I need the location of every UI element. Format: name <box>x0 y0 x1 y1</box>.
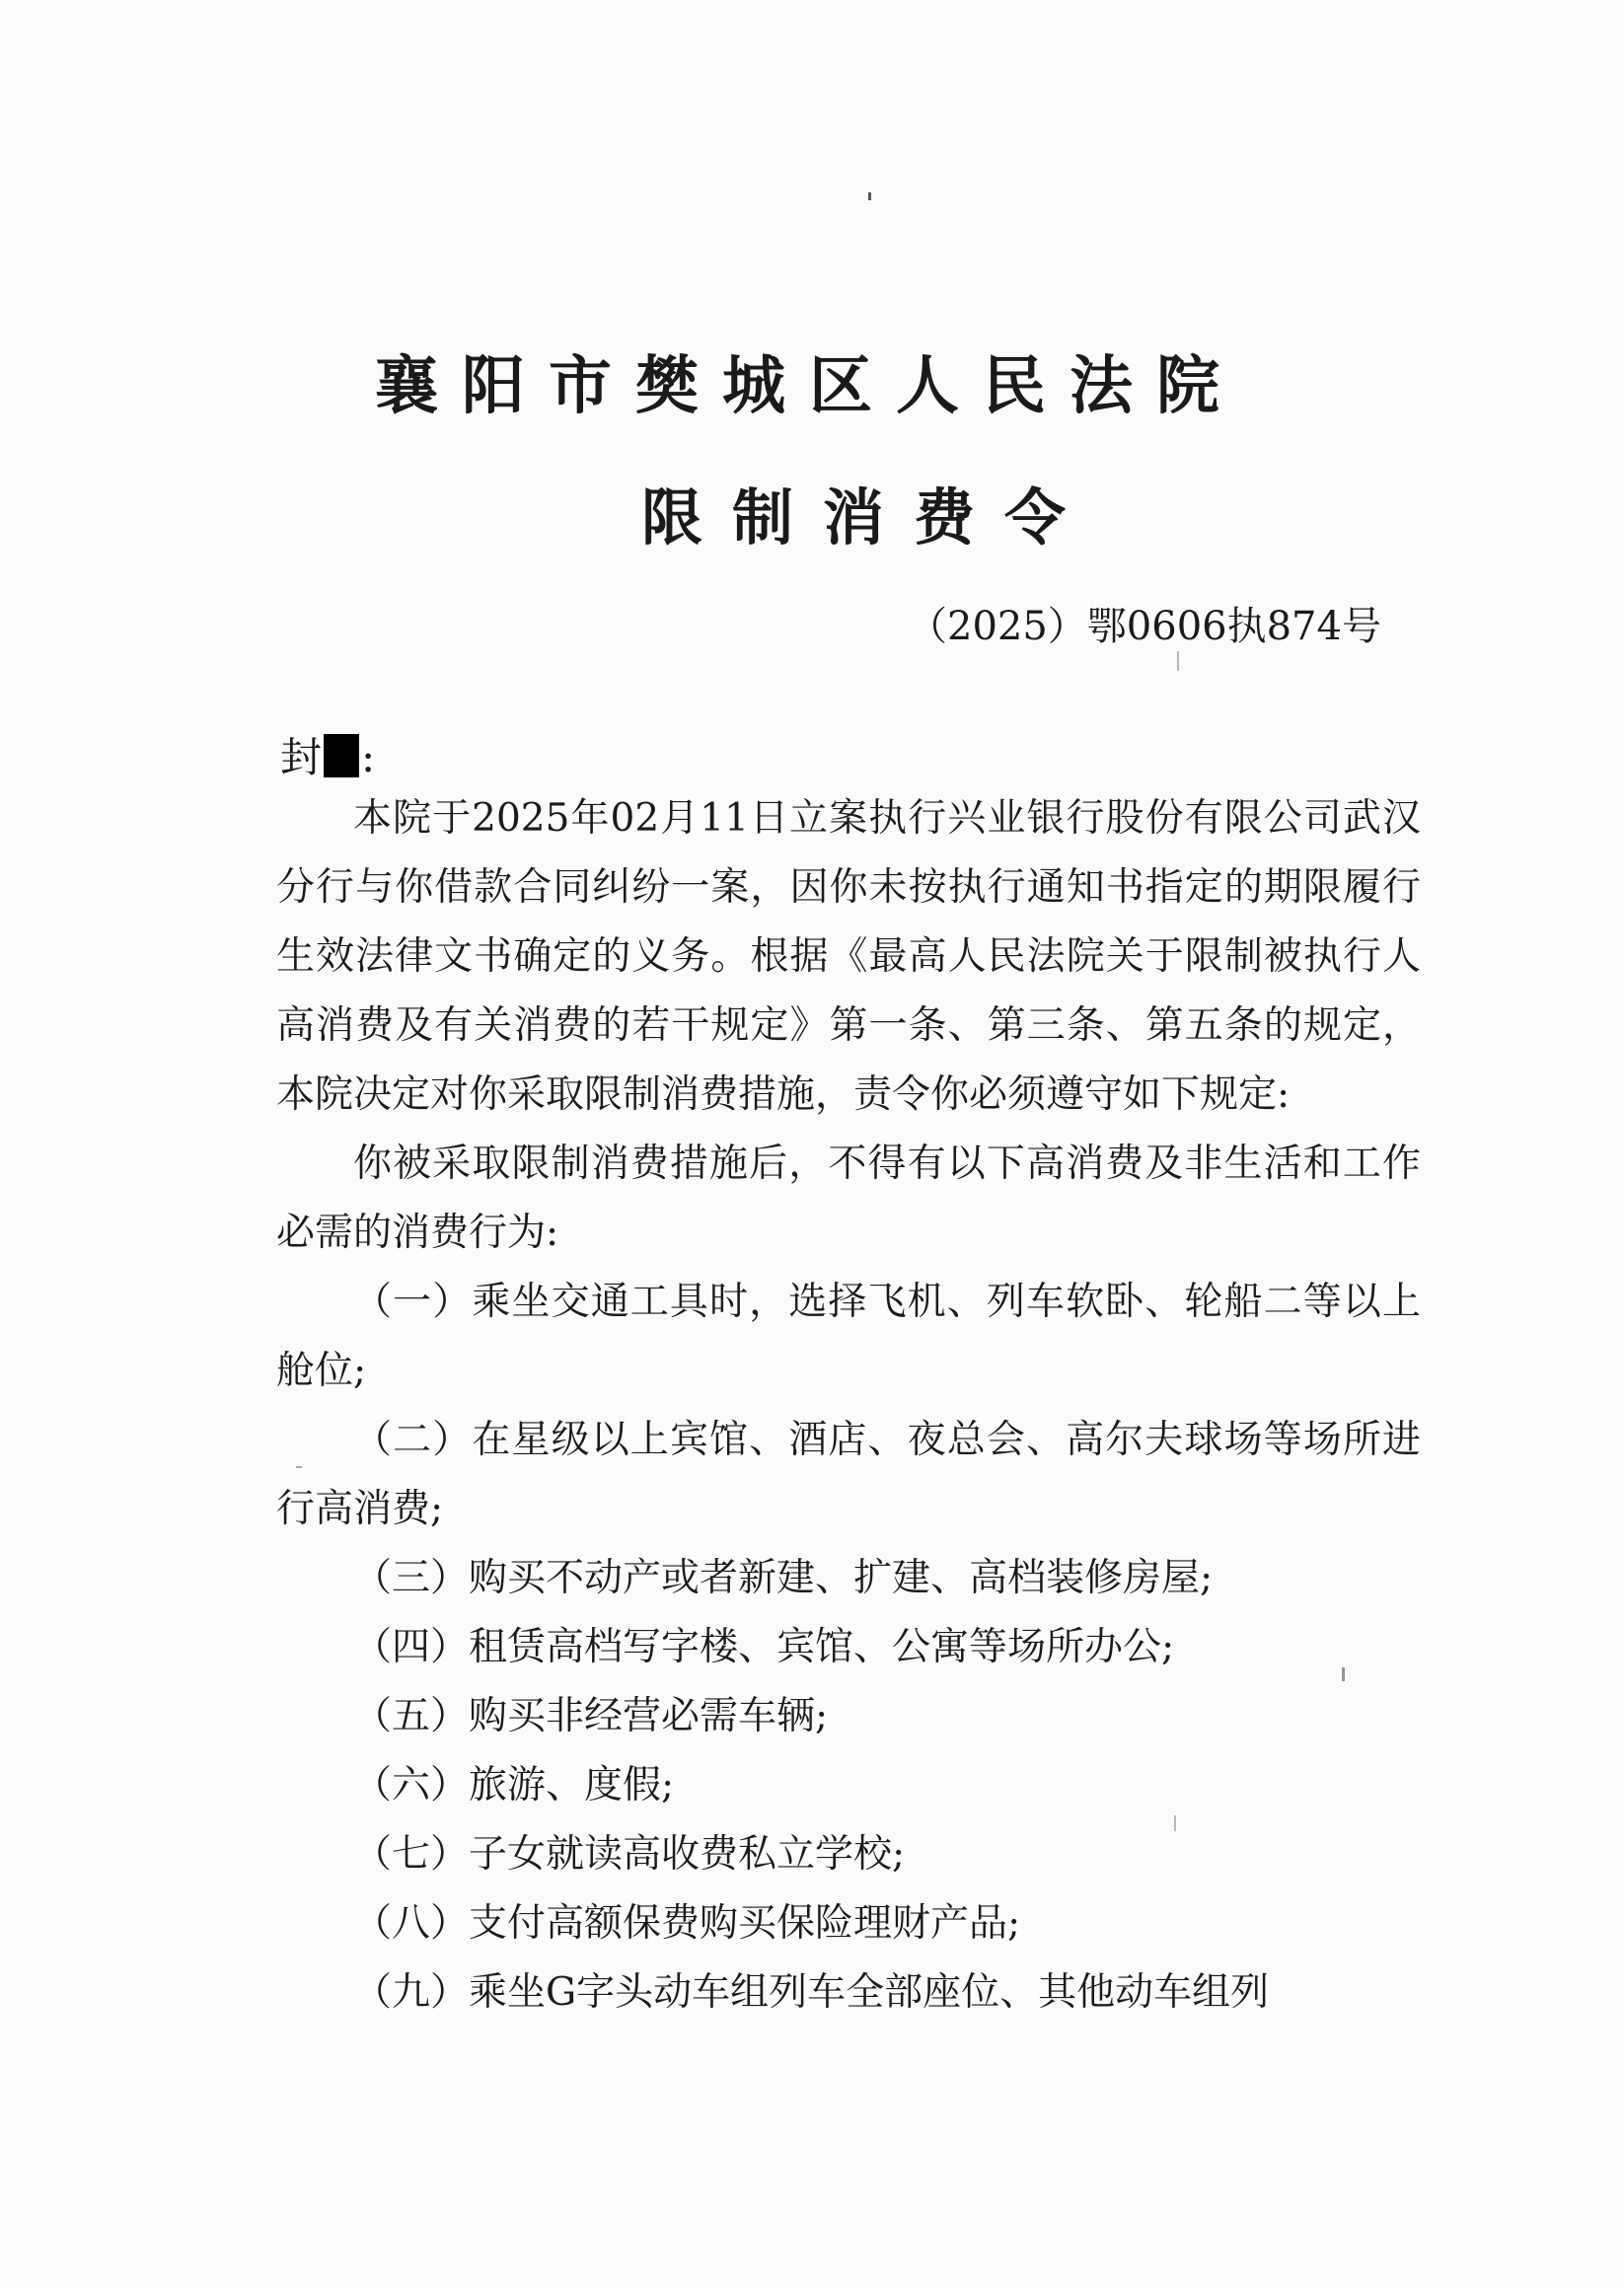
list-item: （九）乘坐G字头动车组列车全部座位、其他动车组列 <box>353 1970 1270 2015</box>
paragraph-prohibition-intro: 你被采取限制消费措施后，不得有以下高消费及非生活和工作必需的消费行为: <box>276 1142 1421 1255</box>
list-item: （三）购买不动产或者新建、扩建、高档装修房屋; <box>353 1556 1214 1600</box>
scan-speck <box>296 1466 302 1468</box>
case-number: （2025）鄂0606执874号 <box>908 604 1381 649</box>
list-item: （五）购买非经营必需车辆; <box>353 1694 829 1738</box>
redaction-block <box>324 734 359 777</box>
list-item: （一）乘坐交通工具时，选择飞机、列车软卧、轮船二等以上舱位; <box>276 1280 1421 1393</box>
court-name-title: 襄阳市樊城区人民法院 <box>375 349 1243 423</box>
scan-speck <box>868 192 871 200</box>
addressee-line <box>280 725 375 784</box>
body-text <box>276 784 1421 2028</box>
list-item: （四）租赁高档写字楼、宾馆、公寓等场所办公; <box>353 1625 1175 1669</box>
document-type-title: 限制消费令 <box>641 481 1096 553</box>
scan-speck <box>1174 1815 1176 1831</box>
list-item: （二）在星级以上宾馆、酒店、夜总会、高尔夫球场等场所进行高消费; <box>276 1418 1421 1531</box>
scan-speck <box>1177 651 1179 671</box>
list-item: （七）子女就读高收费私立学校; <box>353 1832 906 1877</box>
scan-speck <box>1342 1667 1345 1681</box>
addressee-colon: : <box>361 733 376 781</box>
list-item: （六）旅游、度假; <box>353 1763 675 1807</box>
paragraph-case-info: 本院于2025年02月11日立案执行兴业银行股份有限公司武汉分行与你借款合同纠纷一案，因你未按执行通知书指定的期限履行生效法律文书确定的义务。根据《最高人民法院关于限制被执行人高消费及有关消费的若干规定》第一条、第三条、第五条的规定，本院决定对你采取限制消费措施，责令你必须遵守如下规定: <box>276 796 1421 1117</box>
addressee-name: 封 <box>280 733 323 781</box>
list-item: （八）支付高额保费购买保险理财产品; <box>353 1901 1021 1946</box>
